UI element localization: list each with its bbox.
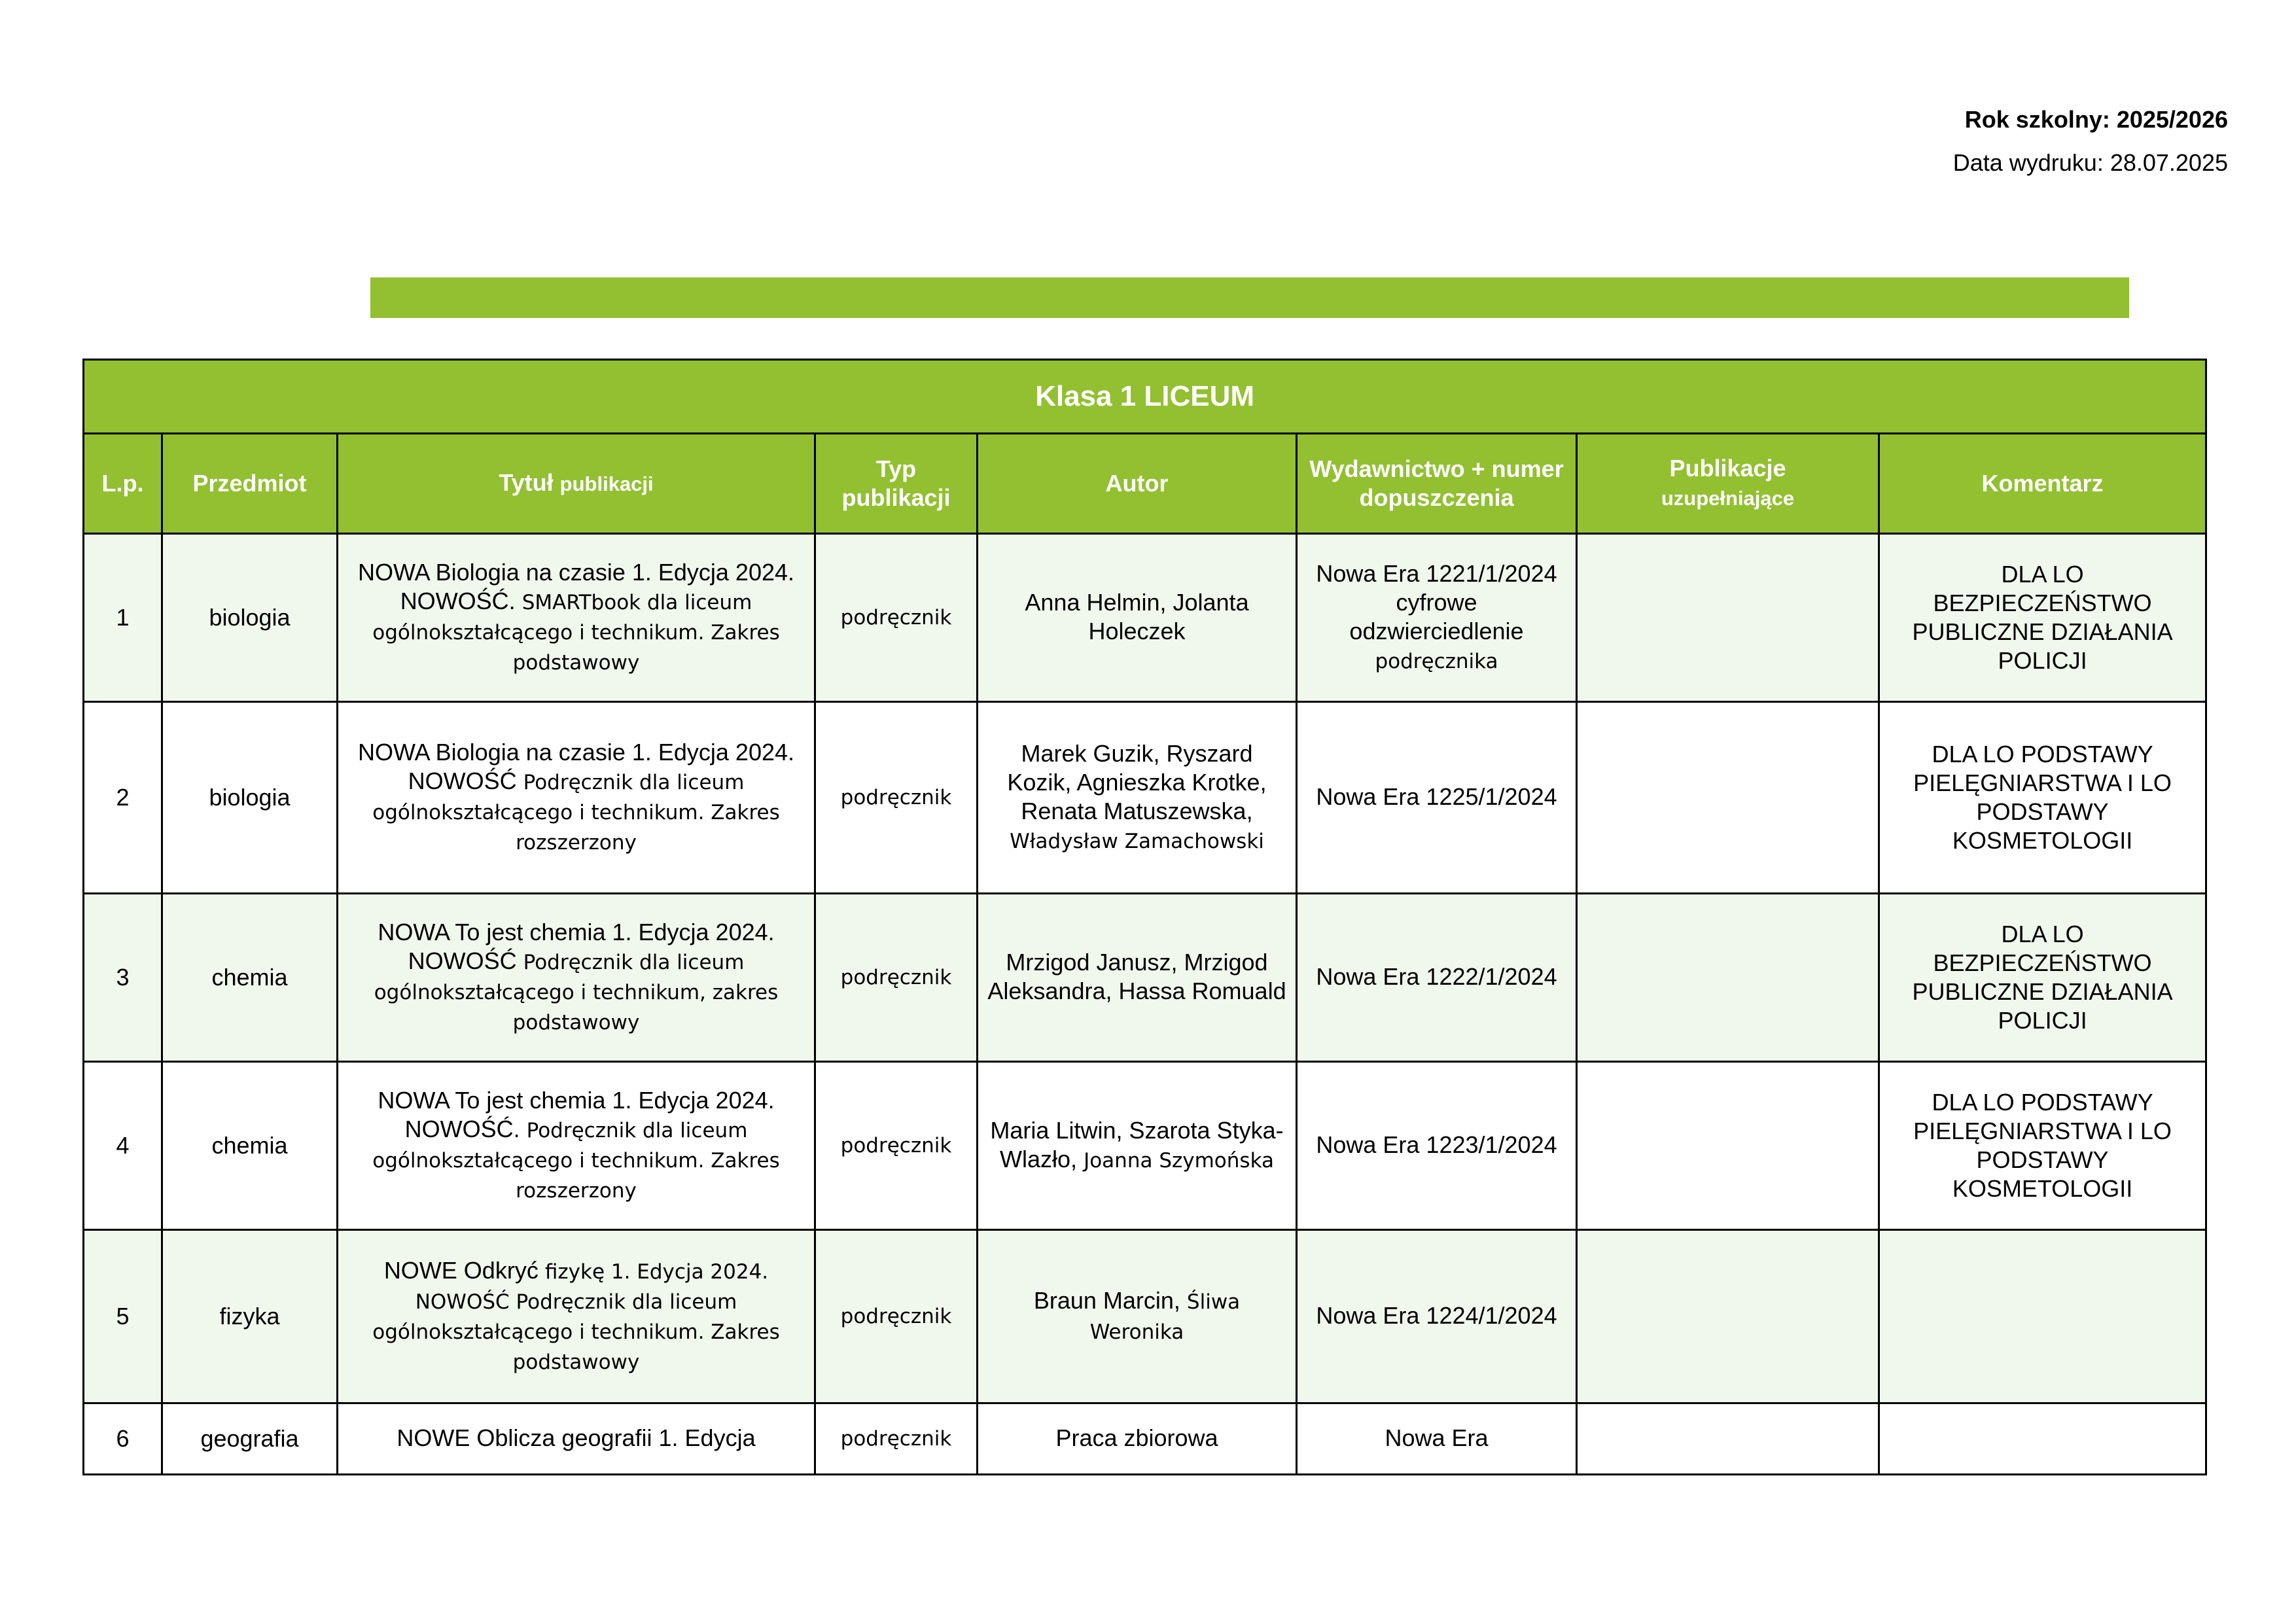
- cell-lp: 3: [84, 894, 162, 1062]
- cell-title-detail: Podręcznik dla liceum ogólnokształcącego i technikum. Zakres rozszerzony: [372, 1119, 780, 1203]
- cell-title-main: NOWE Oblicza geografii 1. Edycja: [397, 1424, 756, 1451]
- col-header-title-main: Tytuł: [499, 469, 554, 496]
- cell-title-detail: fizykę 1. Edycja 2024. NOWOŚĆ Podręcznik dla liceum ogólnokształcącego i technikum. Zakres podstawowy: [372, 1260, 780, 1374]
- cell-lp: 1: [84, 534, 162, 702]
- cell-supplementary: [1577, 1230, 1879, 1403]
- cell-publisher-main: Nowa Era: [1385, 1424, 1489, 1451]
- cell-type: podręcznik: [815, 894, 978, 1062]
- col-header-title-small: publikacji: [559, 472, 654, 495]
- cell-publisher: [1297, 1062, 1577, 1230]
- cell-supplementary: [1577, 894, 1879, 1062]
- cell-author: [978, 894, 1297, 1062]
- cell-author-main: Braun Marcin,: [1033, 1287, 1180, 1314]
- cell-publisher-detail: podręcznika: [1375, 650, 1498, 673]
- col-header-title: [338, 434, 815, 534]
- col-header-type: Typ publikacji: [815, 434, 978, 534]
- decorative-green-bar: [370, 277, 2129, 318]
- cell-lp: 4: [84, 1062, 162, 1230]
- cell-subject: geografia: [162, 1403, 338, 1475]
- cell-title: [338, 1230, 815, 1403]
- cell-title-main: NOWA To jest chemia 1. Edycja 2024. NOWOŚĆ.: [378, 1087, 775, 1142]
- cell-subject: chemia: [162, 894, 338, 1062]
- document-header: [1953, 98, 2228, 185]
- cell-subject: biologia: [162, 702, 338, 894]
- cell-author: [978, 534, 1297, 702]
- col-header-publisher: Wydawnictwo + numer dopuszczenia: [1297, 434, 1577, 534]
- cell-author: [978, 1403, 1297, 1475]
- cell-title-detail: SMARTbook dla liceum ogólnokształcącego i technikum. Zakres podstawowy: [372, 591, 780, 675]
- cell-supplementary: [1577, 1403, 1879, 1475]
- school-year: Rok szkolny: 2025/2026: [1964, 106, 2228, 133]
- cell-subject: biologia: [162, 534, 338, 702]
- cell-lp: 6: [84, 1403, 162, 1475]
- cell-publisher-main: Nowa Era 1223/1/2024: [1316, 1131, 1557, 1158]
- cell-title-detail: Podręcznik dla liceum ogólnokształcącego i technikum. Zakres rozszerzony: [372, 771, 780, 855]
- col-header-supplementary-main: Publikacje: [1669, 455, 1786, 482]
- cell-author: [978, 1062, 1297, 1230]
- cell-author-main: Anna Helmin, Jolanta Holeczek: [1025, 589, 1249, 644]
- cell-comment: DLA LO BEZPIECZEŃSTWO PUBLICZNE DZIAŁANIA POLICJI: [1879, 894, 2206, 1062]
- cell-publisher: [1297, 1403, 1577, 1475]
- cell-comment: DLA LO PODSTAWY PIELĘGNIARSTWA I LO PODSTAWY KOSMETOLOGII: [1879, 702, 2206, 894]
- cell-title: [338, 702, 815, 894]
- col-header-subject: Przedmiot: [162, 434, 338, 534]
- cell-publisher-main: Nowa Era 1225/1/2024: [1316, 783, 1557, 810]
- column-header-row: [84, 434, 2206, 534]
- cell-type: podręcznik: [815, 1230, 978, 1403]
- table-title: Klasa 1 LICEUM: [84, 360, 2206, 434]
- table-row: [84, 1230, 2206, 1403]
- cell-title-detail: Podręcznik dla liceum ogólnokształcącego i technikum, zakres podstawowy: [374, 951, 779, 1034]
- cell-comment: [1879, 1230, 2206, 1403]
- cell-lp: 5: [84, 1230, 162, 1403]
- cell-lp: 2: [84, 702, 162, 894]
- book-list-table: [82, 359, 2207, 1475]
- cell-publisher: [1297, 894, 1577, 1062]
- col-header-supplementary-small: uzupełniające: [1661, 487, 1795, 510]
- cell-title: [338, 1062, 815, 1230]
- table-row: [84, 1062, 2206, 1230]
- table-row: [84, 534, 2206, 702]
- cell-author-main: Marek Guzik, Ryszard Kozik, Agnieszka Krotke, Renata Matuszewska,: [1007, 740, 1267, 824]
- cell-publisher: [1297, 702, 1577, 894]
- col-header-comment: Komentarz: [1879, 434, 2206, 534]
- cell-subject: chemia: [162, 1062, 338, 1230]
- table-row: [84, 702, 2206, 894]
- cell-subject: fizyka: [162, 1230, 338, 1403]
- cell-author-detail: Joanna Szymońska: [1084, 1149, 1274, 1172]
- cell-author-detail: Władysław Zamachowski: [1010, 830, 1264, 853]
- col-header-author: Autor: [978, 434, 1297, 534]
- col-header-lp: L.p.: [84, 434, 162, 534]
- cell-author-detail: Śliwa Weronika: [1089, 1290, 1241, 1344]
- cell-publisher-main: Nowa Era 1221/1/2024 cyfrowe odzwierciedlenie: [1316, 560, 1557, 644]
- cell-author-main: Mrzigod Janusz, Mrzigod Aleksandra, Hassa Romuald: [987, 949, 1286, 1004]
- cell-publisher: [1297, 534, 1577, 702]
- cell-type: podręcznik: [815, 1403, 978, 1475]
- cell-comment: DLA LO BEZPIECZEŃSTWO PUBLICZNE DZIAŁANIA POLICJI: [1879, 534, 2206, 702]
- cell-type: podręcznik: [815, 534, 978, 702]
- print-date: Data wydruku: 28.07.2025: [1952, 149, 2228, 176]
- cell-title-main: NOWA Biologia na czasie 1. Edycja 2024. NOWOŚĆ.: [357, 559, 795, 614]
- table-row: [84, 894, 2206, 1062]
- cell-publisher-main: Nowa Era 1224/1/2024: [1316, 1302, 1557, 1329]
- cell-title-main: NOWA To jest chemia 1. Edycja 2024. NOWOŚĆ: [378, 919, 775, 974]
- col-header-supplementary: [1577, 434, 1879, 534]
- cell-publisher-main: Nowa Era 1222/1/2024: [1316, 963, 1557, 990]
- cell-supplementary: [1577, 534, 1879, 702]
- table-row: [84, 1403, 2206, 1475]
- cell-title: [338, 534, 815, 702]
- cell-title-main: NOWA Biologia na czasie 1. Edycja 2024. NOWOŚĆ: [357, 739, 795, 794]
- cell-publisher: [1297, 1230, 1577, 1403]
- table-title-row: [84, 360, 2206, 434]
- cell-supplementary: [1577, 702, 1879, 894]
- cell-author-main: Praca zbiorowa: [1055, 1424, 1218, 1451]
- cell-type: podręcznik: [815, 702, 978, 894]
- cell-author: [978, 702, 1297, 894]
- cell-title: [338, 894, 815, 1062]
- cell-author: [978, 1230, 1297, 1403]
- cell-title: [338, 1403, 815, 1475]
- cell-comment: [1879, 1403, 2206, 1475]
- cell-type: podręcznik: [815, 1062, 978, 1230]
- cell-comment: DLA LO PODSTAWY PIELĘGNIARSTWA I LO PODSTAWY KOSMETOLOGII: [1879, 1062, 2206, 1230]
- cell-title-main: NOWE Odkryć: [383, 1257, 539, 1284]
- cell-supplementary: [1577, 1062, 1879, 1230]
- cell-author-main: Maria Litwin, Szarota Styka-Wlazło,: [990, 1117, 1284, 1172]
